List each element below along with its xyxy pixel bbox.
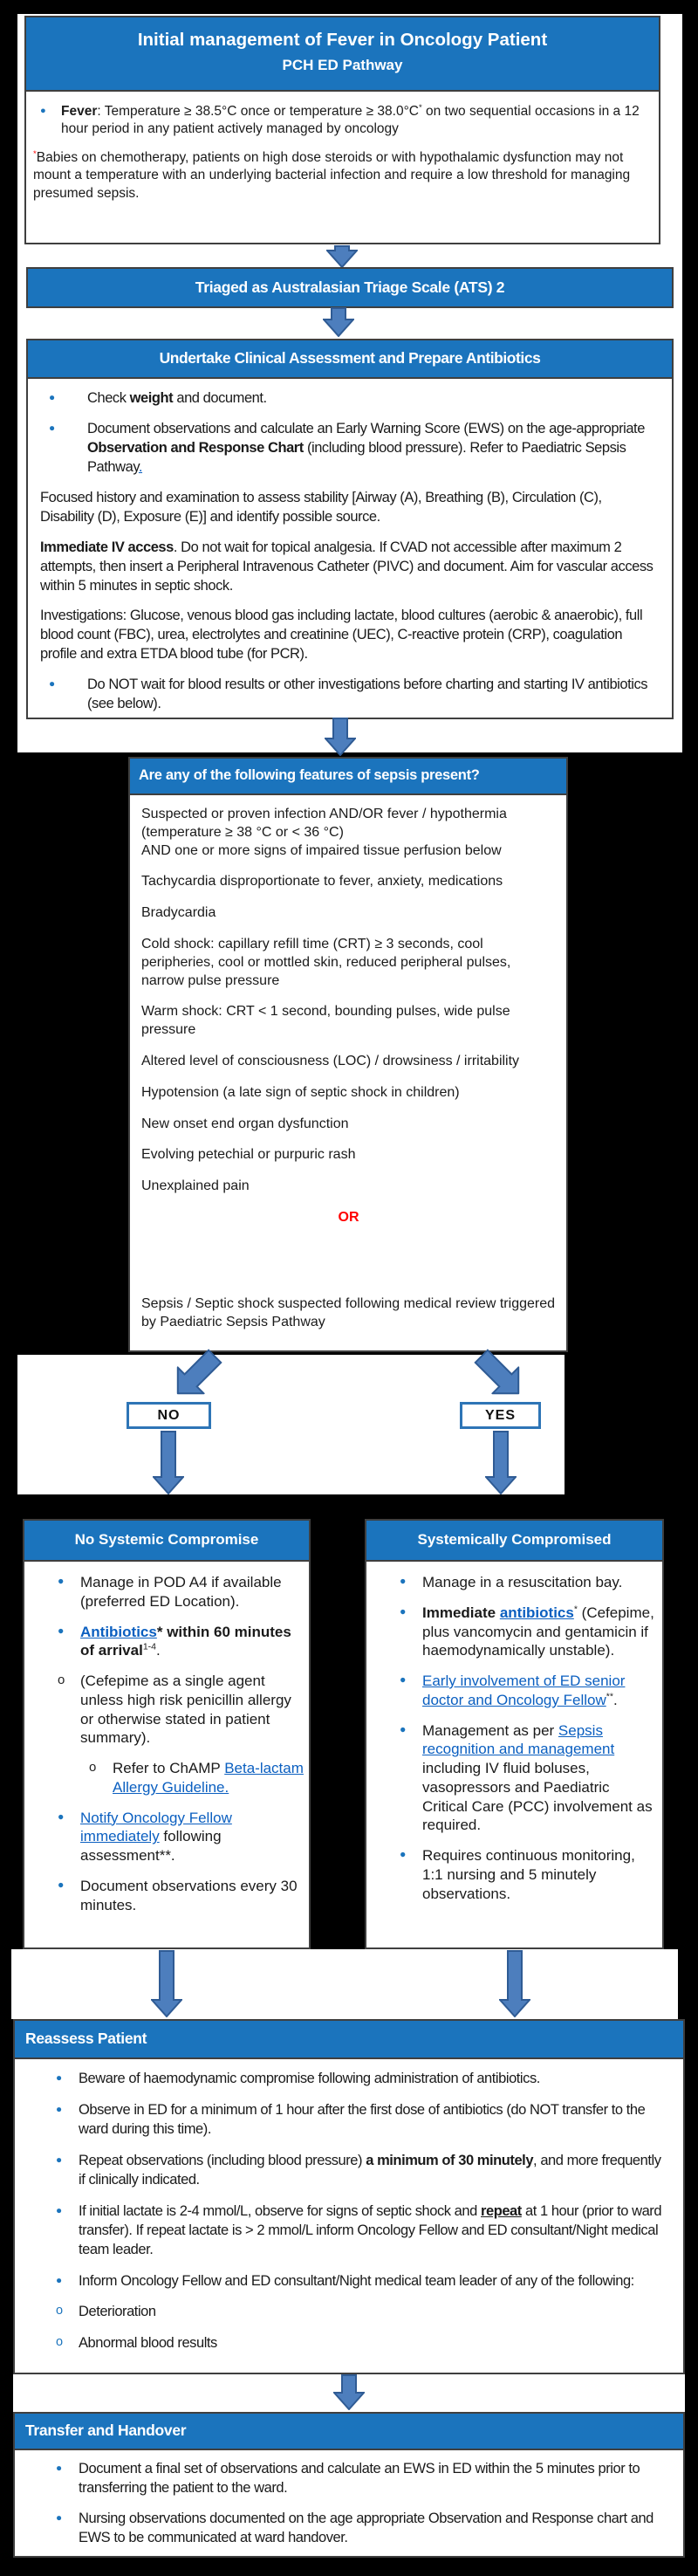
mid-arrow-background [11,1949,678,2019]
hyperlink[interactable]: Antibiotics [80,1623,157,1640]
paragraph [141,904,556,923]
text-run: Manage in POD A4 if available (preferred ED Location). [80,1574,282,1610]
list-item [28,1573,304,1611]
reassess-body [15,2059,683,2374]
text-run: Document observations and calculate an Early Warning Score (EWS) on the age-appropriate [87,420,645,436]
list-item-text [79,2304,156,2319]
list-item [28,1877,304,1915]
text-run: Document a final set of observations and calculate an EWS in ED within the 5 minutes prior to transferring the patient to the ward. [79,2461,640,2496]
flow-arrow-down [151,1950,182,2017]
text-run: Evolving petechial or purpuric rash [141,1147,356,1163]
text-run: Beware of haemodynamic compromise following administration of antibiotics. [79,2071,540,2086]
page-title: Initial management of Fever in Oncology Patient [137,30,548,50]
flow-arrow-down [499,1950,530,2017]
text-run: Nursing observations documented on the age appropriate Observation and Response chart and EWS to be communicated at ward handover. [79,2510,654,2545]
paragraph [40,607,654,664]
list-item [370,1604,657,1660]
bullet-marker: ● [400,1673,407,1686]
sepsis-body [130,795,566,1352]
text-run: Immediate IV access [40,539,174,555]
list-item-text [79,2335,217,2351]
list-item-text [422,1574,622,1590]
bullet-marker: ● [58,1810,65,1823]
bullet-marker: ● [49,391,55,403]
paragraph [141,1295,556,1332]
transfer-body [15,2450,683,2555]
text-run: weight [129,390,174,406]
text-run: Requires continuous monitoring, 1:1 nursing and 5 minutely observations. [422,1847,635,1902]
list-item-text [87,677,647,711]
list-item-text [61,104,640,136]
bullet-marker: ● [56,2511,62,2524]
text-run: Repeat observations (including blood pressure) [79,2152,366,2168]
text-run: AND one or more signs of impaired tissue perfusion below [141,842,502,858]
list-item-text [79,2511,654,2545]
list-item-text [80,1810,232,1865]
text-run: Unexplained pain [141,1178,250,1194]
paragraph [141,1146,556,1164]
list-item [27,2101,666,2140]
hyperlink[interactable]: antibiotics [499,1604,574,1621]
text-run: Sepsis / Septic shock suspected following medical review triggered by Paediatric Sepsis Pathway [141,1295,556,1329]
list-item [40,676,654,714]
list-item [28,1672,304,1748]
list-item-text [422,1604,654,1659]
text-run: (including blood pressure). Refer to Paediatric Sepsis Pathway [87,439,626,475]
bullet-marker: ● [400,1604,407,1618]
text-run: 1-4 [142,1641,157,1652]
list-item-text [79,2273,634,2289]
text-run: repeat [481,2202,522,2219]
text-run: Manage in a resuscitation bay. [422,1574,623,1590]
text-run: Check [87,390,130,406]
list-item [27,2510,666,2548]
reassess-header: Reassess Patient [15,2021,683,2059]
assessment-box [26,339,674,719]
paragraph [141,1209,556,1227]
list-item-text [80,1574,282,1610]
list-item-text [79,2461,640,2496]
systemically-compromised-box [365,1519,664,1949]
hyperlink[interactable]: Beta-lactam Allergy Guideline. [113,1760,304,1796]
paragraph [141,806,556,860]
bullet-marker: ● [58,1878,65,1891]
no-systemic-compromise-body [24,1562,309,1923]
page-subtitle: PCH ED Pathway [282,57,403,73]
text-run: OR [338,1209,359,1225]
text-run: Immediate [422,1604,500,1621]
sepsis-features-box [128,757,568,1352]
list-item [28,1809,304,1865]
text-run: a minimum of 30 minutely [366,2152,534,2168]
list-item [33,103,643,139]
bullet-marker: ● [400,1722,407,1735]
text-run: ** [606,1691,613,1702]
title-header [26,17,659,92]
text-run: within 60 minutes of arrival [80,1623,291,1659]
text-run: New onset end organ dysfunction [141,1116,349,1131]
list-item-text [113,1760,304,1796]
text-run: Observe in ED for a minimum of 1 hour after the first dose of antibiotics (do NOT transfer to the ward during this time). [79,2101,646,2137]
list-item [370,1573,657,1592]
bullet-marker: ● [400,1575,407,1587]
title-box [24,16,660,244]
bullet-marker: o [58,1673,65,1687]
flow-arrow-down [325,718,356,756]
fever-definition-body [26,92,659,222]
bullet-marker: ● [56,2153,62,2166]
list-item [27,2152,666,2190]
text-run: * [33,148,37,159]
no-systemic-compromise-box [23,1519,311,1949]
transfer-handover-box [13,2412,685,2558]
list-item [370,1846,657,1903]
list-item [27,2272,666,2291]
bullet-marker: ● [56,2071,62,2084]
list-item [28,1623,304,1661]
paragraph [33,149,643,203]
list-item [370,1672,657,1710]
text-run: * [156,1623,163,1640]
list-item-text [79,2153,661,2188]
list-item-text [422,1847,635,1902]
bullet-marker: ● [58,1624,65,1637]
text-run: . Do not wait for topical analgesia. If CVAD not accessible after maximum 2 attempts, then insert a Peripheral Intravenous Catheter (PIVC) and document. Aim for vascular access within 5 minutes in septic shock. [40,539,654,594]
list-item [40,389,654,409]
text-run: Bradycardia [141,905,216,921]
text-run: . [156,1642,161,1659]
flow-arrow-down [323,307,354,337]
hyperlink[interactable]: Notify Oncology Fellow immediately [80,1809,232,1845]
triage-banner: Triaged as Australasian Triage Scale (ATS) 2 [26,267,674,308]
paragraph [40,539,654,596]
assessment-body [28,379,672,719]
list-item-text [422,1673,625,1708]
flow-arrow-down [326,245,358,268]
bullet-marker: ● [400,1848,407,1860]
text-run: . [612,1691,618,1708]
text-run: Fever [61,104,98,119]
bullet-marker: ● [49,421,55,434]
flow-arrow-down [333,2374,365,2410]
text-run: following assessment**. [80,1828,222,1864]
text-run: Management as per [422,1721,558,1739]
list-item-text [87,421,645,475]
bullet-marker: ● [56,2462,62,2474]
text-run: Tachycardia disproportionate to fever, anxiety, medications [141,874,503,890]
decision-yes-box: YES [460,1402,541,1429]
list-item-text [422,1722,653,1834]
paragraph [141,1116,556,1134]
text-run: If initial lactate is 2-4 mmol/L, observe for signs of septic shock and [79,2202,481,2219]
list-item [370,1721,657,1836]
text-run: Babies on chemotherapy, patients on high dose steroids or with hypothalamic dysfunction may not mount a temperature with an underlying bacterial infection and require a low threshold for managing presumed sepsis. [33,149,631,201]
text-run: Do NOT wait for blood results or other investigations before charting and starting IV antibiotics (see below). [87,677,648,712]
text-run: Warm shock: CRT < 1 second, bounding pulses, wide pulse pressure [141,1004,510,1038]
systemically-compromised-body [366,1562,662,1912]
no-systemic-compromise-header: No Systemic Compromise [24,1521,309,1562]
transfer-header: Transfer and Handover [15,2414,683,2450]
text-run: (Cefepime, plus vancomycin and gentamicin if haemodynamically unstable). [422,1604,654,1659]
text-run: : Temperature ≥ 38.5°C once or temperature ≥ 38.0°C [97,104,419,119]
text-run: and document. [173,390,267,406]
text-run: (Cefepime as a single agent unless high risk penicillin allergy or otherwise stated in patient summary). [80,1673,291,1747]
systemically-compromised-header: Systemically Compromised [366,1521,662,1562]
paragraph [141,1084,556,1103]
bullet-marker: ● [56,2273,62,2286]
bullet-marker: ● [58,1575,65,1587]
text-run: Observation and Response Chart [87,439,304,456]
text-run: * [418,102,422,113]
text-run: Suspected or proven infection AND/OR fever / hypothermia (temperature ≥ 38 °C or < 36 °C) [141,807,507,840]
list-item-text [80,1878,298,1913]
text-run: Investigations: Glucose, venous blood gas including lactate, blood cultures (aerobic & anaerobic), full blood count (FBC), urea, electrolytes and creatinine (UEC), C-reactive protein (CRP), coagulation profile and extra ETDA blood tube (for PCR). [40,608,643,663]
bullet-marker: o [56,2304,63,2318]
bullet-marker: ● [49,677,55,690]
paragraph [141,1003,556,1040]
bullet-marker: ● [56,2203,62,2216]
text-run: Deterioration [79,2304,156,2320]
decision-no-box: NO [127,1402,211,1429]
text-run: Altered level of consciousness (LOC) / drowsiness / irritability [141,1053,520,1068]
bullet-marker: o [56,2335,63,2350]
paragraph [40,489,654,527]
text-run: Hypotension (a late sign of septic shock in children) [141,1084,460,1100]
paragraph [141,873,556,891]
list-item [27,2334,666,2353]
text-run: Refer to ChAMP [113,1760,225,1776]
flow-arrow-down [485,1431,517,1494]
text-run: on two sequential occasions in a 12 hour period in any patient actively managed by oncology [61,104,640,137]
hyperlink[interactable]: Sepsis recognition and management [422,1721,615,1758]
list-item-text [79,2203,661,2257]
bullet-marker: ● [40,106,46,116]
list-item [40,420,654,477]
paragraph [141,936,556,990]
hyperlink[interactable]: Early involvement of ED senior doctor and Oncology Fellow [422,1673,626,1708]
hyperlink[interactable]: . [138,458,143,475]
bullet-marker: o [89,1760,97,1775]
text-run: Inform Oncology Fellow and ED consultant/Night medical team leader of any of the following: [79,2272,634,2289]
text-run: Cold shock: capillary refill time (CRT) ≥ 3 seconds, cool peripheries, cool or mottled skin, reduced peripheral pulses, narrow pulse pressure [141,936,511,988]
text-run: Abnormal blood results [79,2335,217,2352]
list-item [27,2460,666,2498]
flow-arrow-down [153,1431,184,1494]
paragraph [141,1053,556,1071]
bullet-marker: ● [56,2102,62,2115]
paragraph [141,1178,556,1196]
text-run: at 1 hour (prior to ward transfer). If repeat lactate is > 2 mmol/L inform Oncology Fellow and ED consultant/Night medical team leader. [79,2202,662,2257]
assessment-header: Undertake Clinical Assessment and Prepare Antibiotics [28,340,672,379]
list-item-text [87,390,267,406]
sepsis-header: Are any of the following features of sepsis present? [130,759,566,795]
text-run: * [573,1604,578,1615]
text-run: including IV fluid boluses, vasopressors and Paediatric Critical Care (PCC) involvement as required. [422,1760,653,1834]
list-item-text [80,1673,291,1746]
list-item [28,1759,304,1797]
list-item [27,2303,666,2322]
text-run: , and more frequently if clinically indicated. [79,2152,661,2188]
text-run: Focused history and examination to assess stability [Airway (A), Breathing (B), Circulation (C), Disability (D), Exposure (E)] and identify possible source. [40,489,602,525]
reassess-patient-box [13,2019,685,2374]
list-item [27,2202,666,2260]
list-item-text [79,2102,645,2137]
text-run: Document observations every 30 minutes. [80,1877,298,1913]
list-item-text [79,2071,540,2086]
list-item-text [80,1624,291,1659]
list-item [27,2070,666,2089]
